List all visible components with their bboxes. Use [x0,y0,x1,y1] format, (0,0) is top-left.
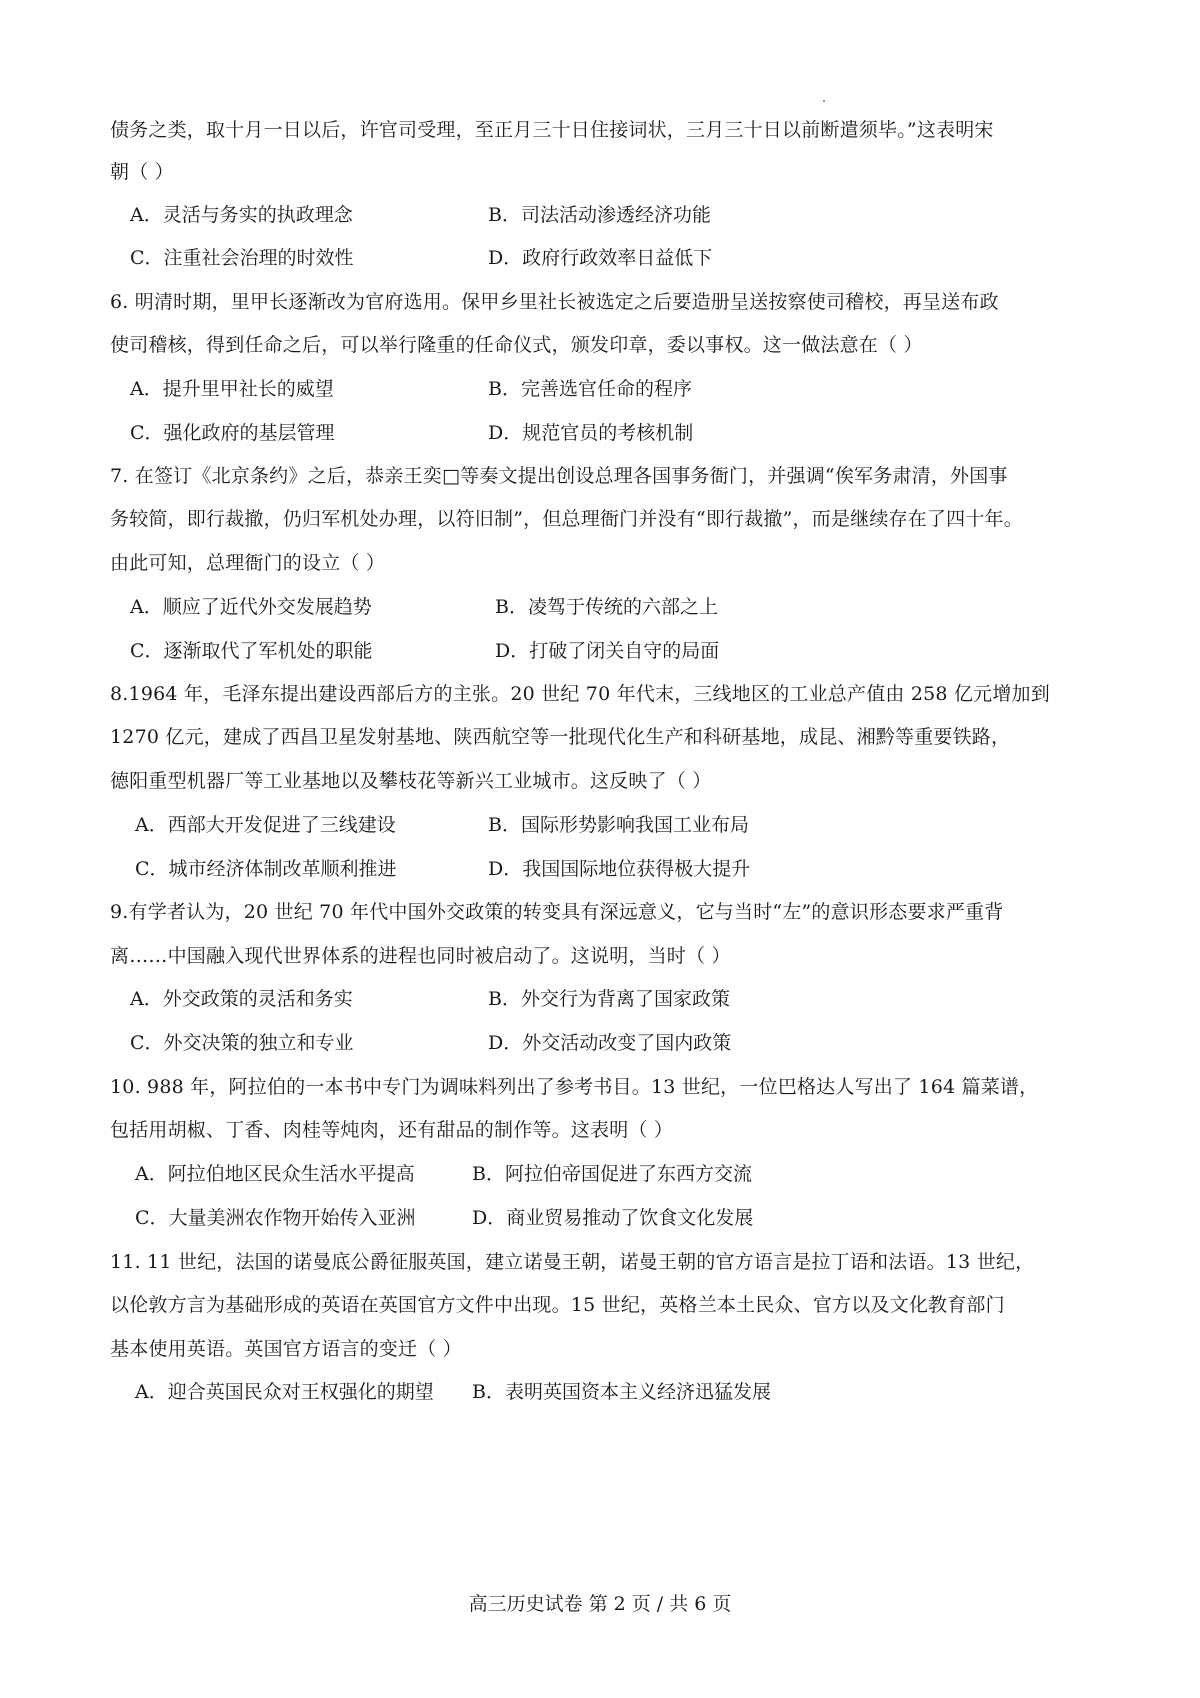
q5-line-2: 朝（ ） [110,161,174,183]
q6-option-a: A．提升里甲社长的威望 [130,378,334,400]
q10-line-1: 10. 988 年，阿拉伯的一本书中专门为调味料列出了参考书目。13 世纪，一位巴格达人写出了 164 篇菜谱， [110,1076,1039,1098]
q7-line-3: 由此可知，总理衙门的设立（ ） [110,552,386,574]
q5-option-d: D．政府行政效率日益低下 [488,247,713,269]
q9-line-1: 9.有学者认为，20 世纪 70 年代中国外交政策的转变具有深远意义，它与当时“左”的意识形态要求严重背 [110,901,1004,923]
q10-option-c: C．大量美洲农作物开始传入亚洲 [135,1207,416,1229]
q5-option-c: C．注重社会治理的时效性 [130,247,354,269]
q11-option-a: A．迎合英国民众对王权强化的期望 [135,1381,434,1403]
q11-option-b: B．表明英国资本主义经济迅猛发展 [472,1381,771,1403]
q7-line-1: 7. 在签订《北京条约》之后，恭亲王奕□等奏文提出创设总理各国事务衙门，并强调“俟军务肃清，外国事 [110,465,1008,487]
q9-option-c: C．外交决策的独立和专业 [130,1032,354,1054]
q9-line-2: 离……中国融入现代世界体系的进程也同时被启动了。这说明，当时（ ） [110,945,731,967]
q5-option-b: B．司法活动渗透经济功能 [488,204,711,226]
scan-speck [823,100,825,102]
q8-option-c: C．城市经济体制改革顺利推进 [135,858,397,880]
q7-line-2: 务较简，即行裁撤，仍归军机处办理，以符旧制”，但总理衙门并没有“即行裁撤”，而是继续存在了四十年。 [110,508,1023,530]
q9-option-b: B．外交行为背离了国家政策 [488,988,730,1010]
q5-option-a: A．灵活与务实的执政理念 [130,204,353,226]
q11-line-3: 基本使用英语。英国官方语言的变迁（ ） [110,1338,462,1360]
q8-option-a: A．西部大开发促进了三线建设 [135,814,396,836]
q7-option-a: A．顺应了近代外交发展趋势 [130,596,372,618]
q6-line-1: 6. 明清时期，里甲长逐渐改为官府选用。保甲乡里社长被选定之后要造册呈送按察使司稽校，再呈送布政 [110,291,999,313]
q7-option-d: D．打破了闭关自守的局面 [495,640,720,662]
q10-option-d: D．商业贸易推动了饮食文化发展 [472,1207,754,1229]
q11-line-1: 11. 11 世纪，法国的诺曼底公爵征服英国，建立诺曼王朝，诺曼王朝的官方语言是拉丁语和法语。13 世纪， [110,1251,1035,1273]
q9-option-a: A．外交政策的灵活和务实 [130,988,353,1010]
q6-option-d: D．规范官员的考核机制 [488,422,694,444]
q10-line-2: 包括用胡椒、丁香、肉桂等炖肉，还有甜品的制作等。这表明（ ） [110,1119,674,1141]
q7-option-b: B．凌驾于传统的六部之上 [495,596,718,618]
q11-line-2: 以伦敦方言为基础形成的英语在英国官方文件中出现。15 世纪，英格兰本土民众、官方以及文化教育部门 [110,1294,1005,1316]
q8-line-3: 德阳重型机器厂等工业基地以及攀枝花等新兴工业城市。这反映了（ ） [110,770,712,792]
q6-option-c: C．强化政府的基层管理 [130,422,335,444]
q8-line-1: 8.1964 年，毛泽东提出建设西部后方的主张。20 世纪 70 年代末，三线地区的工业总产值由 258 亿元增加到 [110,683,1050,705]
q5-line-1: 债务之类，取十月一日以后，许官司受理，至正月三十日住接词状，三月三十日以前断遣须毕。”这表明宋 [110,119,994,141]
q7-option-c: C．逐渐取代了军机处的职能 [130,640,373,662]
q9-option-d: D．外交活动改变了国内政策 [488,1032,732,1054]
q10-option-a: A．阿拉伯地区民众生活水平提高 [135,1163,415,1185]
q6-option-b: B．完善选官任命的程序 [488,378,692,400]
page-footer: 高三历史试卷 第 2 页 / 共 6 页 [468,1593,732,1615]
q8-option-b: B．国际形势影响我国工业布局 [488,814,749,836]
q6-line-2: 使司稽核，得到任命之后，可以举行隆重的任命仪式，颁发印章，委以事权。这一做法意在（ ） [110,334,923,356]
q8-line-2: 1270 亿元，建成了西昌卫星发射基地、陕西航空等一批现代化生产和科研基地，成昆、湘黔等重要铁路， [110,726,1011,748]
q10-option-b: B．阿拉伯帝国促进了东西方交流 [472,1163,752,1185]
q8-option-d: D．我国国际地位获得极大提升 [488,858,751,880]
